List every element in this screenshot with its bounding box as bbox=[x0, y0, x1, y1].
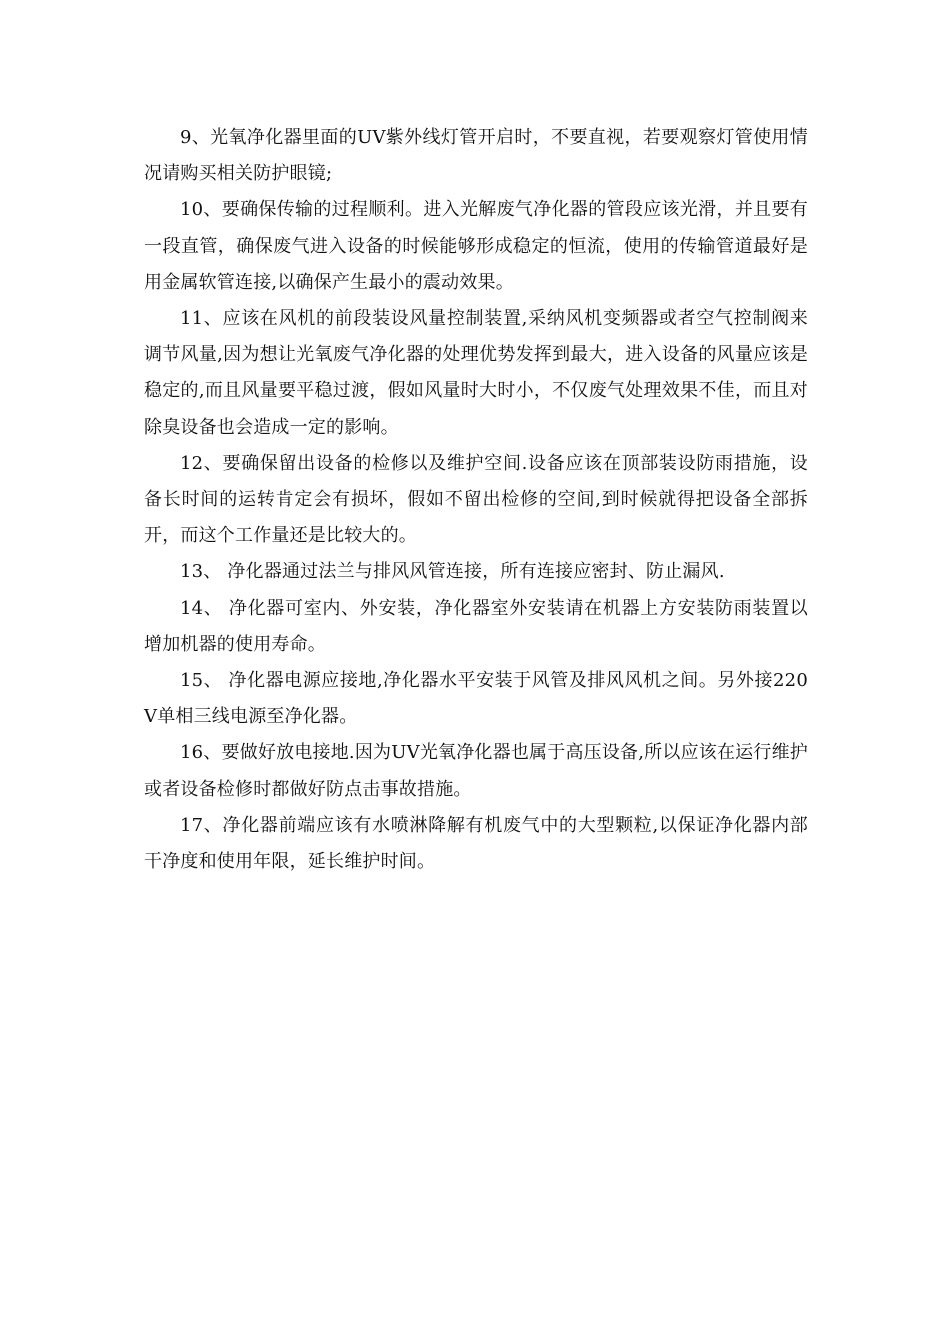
paragraph-item-11: 11、应该在风机的前段装设风量控制装置,采纳风机变频器或者空气控制阀来调节风量,因为想让光氧废气净化器的处理优势发挥到最大，进入设备的风量应该是稳定的,而且风量要平稳过渡，假如风量时大时小，不仅废气处理效果不佳，而且对除臭设备也会造成一定的影响。 bbox=[144, 308, 808, 438]
paragraph-item-16: 16、要做好放电接地.因为UV光氧净化器也属于高压设备,所以应该在运行维护或者设备检修时都做好防点击事故措施。 bbox=[144, 742, 808, 800]
paragraph-item-12: 12、要确保留出设备的检修以及维护空间.设备应该在顶部装设防雨措施，设备长时间的运转肯定会有损坏，假如不留出检修的空间,到时候就得把设备全部拆开，而这个工作量还是比较大的。 bbox=[144, 452, 808, 547]
document-body bbox=[144, 120, 808, 880]
paragraph-item-10: 10、要确保传输的过程顺利。进入光解废气净化器的管段应该光滑，并且要有一段直管，确保废气进入设备的时候能够形成稳定的恒流，使用的传输管道最好是用金属软管连接,以确保产生最小的震动效果。 bbox=[144, 199, 808, 293]
paragraph-item-9: 9、光氧净化器里面的UV紫外线灯管开启时，不要直视，若要观察灯管使用情况请购买相关防护眼镜; bbox=[144, 127, 808, 185]
paragraph-item-15: 15、 净化器电源应接地,净化器水平安装于风管及排风风机之间。另外接220V单相三线电源至净化器。 bbox=[144, 670, 808, 728]
paragraph-item-14: 14、 净化器可室内、外安装，净化器室外安装请在机器上方安装防雨装置以增加机器的使用寿命。 bbox=[144, 597, 808, 655]
paragraph-item-17: 17、净化器前端应该有水喷淋降解有机废气中的大型颗粒,以保证净化器内部干净度和使用年限，延长维护时间。 bbox=[144, 814, 808, 873]
paragraph-item-13: 13、 净化器通过法兰与排风风管连接，所有连接应密封、防止漏风. bbox=[180, 561, 725, 583]
